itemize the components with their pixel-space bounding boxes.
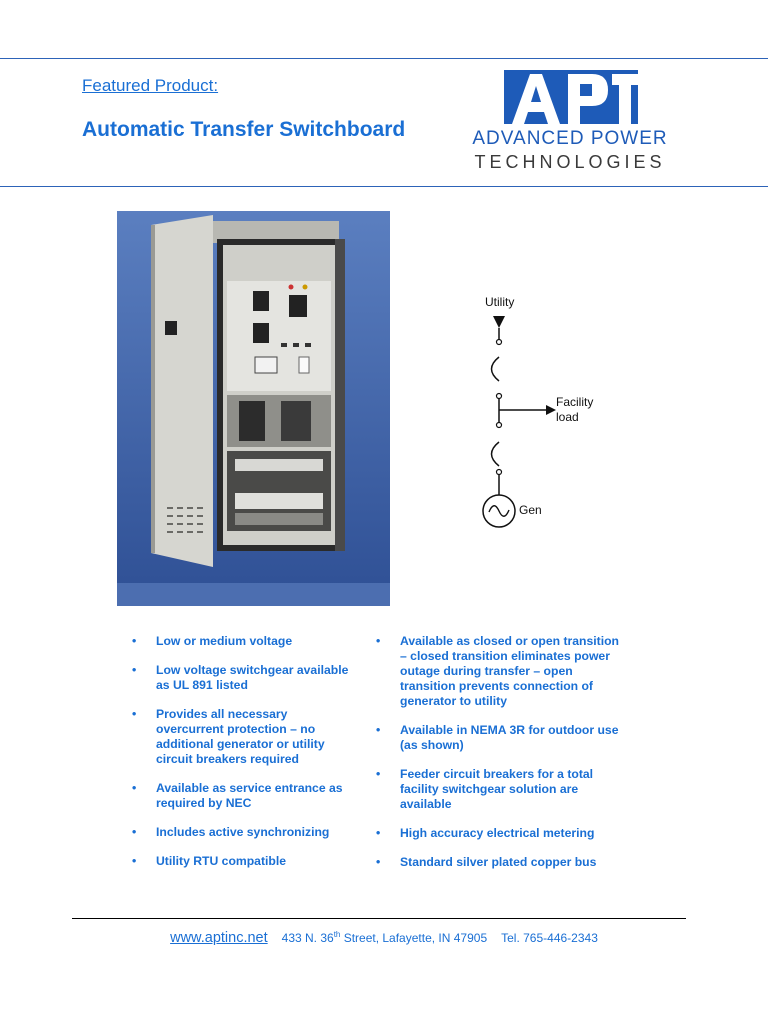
address-text: 433 N. 36th Street, Lafayette, IN 47905 bbox=[281, 930, 488, 945]
top-divider bbox=[0, 58, 768, 59]
apt-logo-mark bbox=[504, 70, 638, 124]
featured-label: Featured Product: bbox=[82, 76, 219, 95]
feature-list-left bbox=[130, 634, 370, 869]
transfer-switch-diagram bbox=[470, 290, 630, 540]
diagram-load-label-2: load bbox=[556, 410, 579, 424]
phone-number: Tel. 765-446-2343 bbox=[501, 931, 598, 945]
company-logo bbox=[468, 70, 672, 174]
footer-divider bbox=[72, 918, 686, 919]
feature-item: • High accuracy electrical metering bbox=[376, 826, 595, 840]
feature-item: • Low voltage switchgear available as UL 891 listed bbox=[132, 663, 349, 692]
diagram-load-label-1: Facility bbox=[556, 395, 594, 409]
feature-item: • Standard silver plated copper bus bbox=[376, 855, 597, 869]
diagram-gen-label: Gen bbox=[519, 503, 542, 517]
page-title: Automatic Transfer Switchboard bbox=[82, 118, 406, 141]
feature-item: • Available in NEMA 3R for outdoor use (as shown) bbox=[376, 723, 619, 752]
feature-item: • Utility RTU compatible bbox=[132, 854, 287, 868]
feature-item: • Includes active synchronizing bbox=[132, 825, 330, 839]
feature-list-right bbox=[374, 634, 636, 870]
logo-line-technologies: TECHNOLOGIES bbox=[474, 152, 666, 172]
header-divider bbox=[0, 186, 768, 187]
logo-line-advanced-power: ADVANCED POWER bbox=[472, 128, 668, 149]
feature-item: • Feeder circuit breakers for a total facility switchgear solution are available bbox=[376, 767, 594, 811]
website-link[interactable]: www.aptinc.net bbox=[170, 930, 268, 946]
feature-item: • Available as closed or open transition – closed transition eliminates power outage during transfer – open transition prevents connection of generator to utility bbox=[376, 634, 619, 708]
footer bbox=[0, 930, 768, 946]
switchboard-photo bbox=[117, 211, 390, 606]
feature-item: • Low or medium voltage bbox=[132, 634, 293, 648]
feature-item: • Provides all necessary overcurrent protection – no additional generator or utility circuit breakers required bbox=[132, 707, 325, 766]
feature-item: • Available as service entrance as required by NEC bbox=[132, 781, 343, 810]
diagram-utility-label: Utility bbox=[485, 295, 515, 309]
